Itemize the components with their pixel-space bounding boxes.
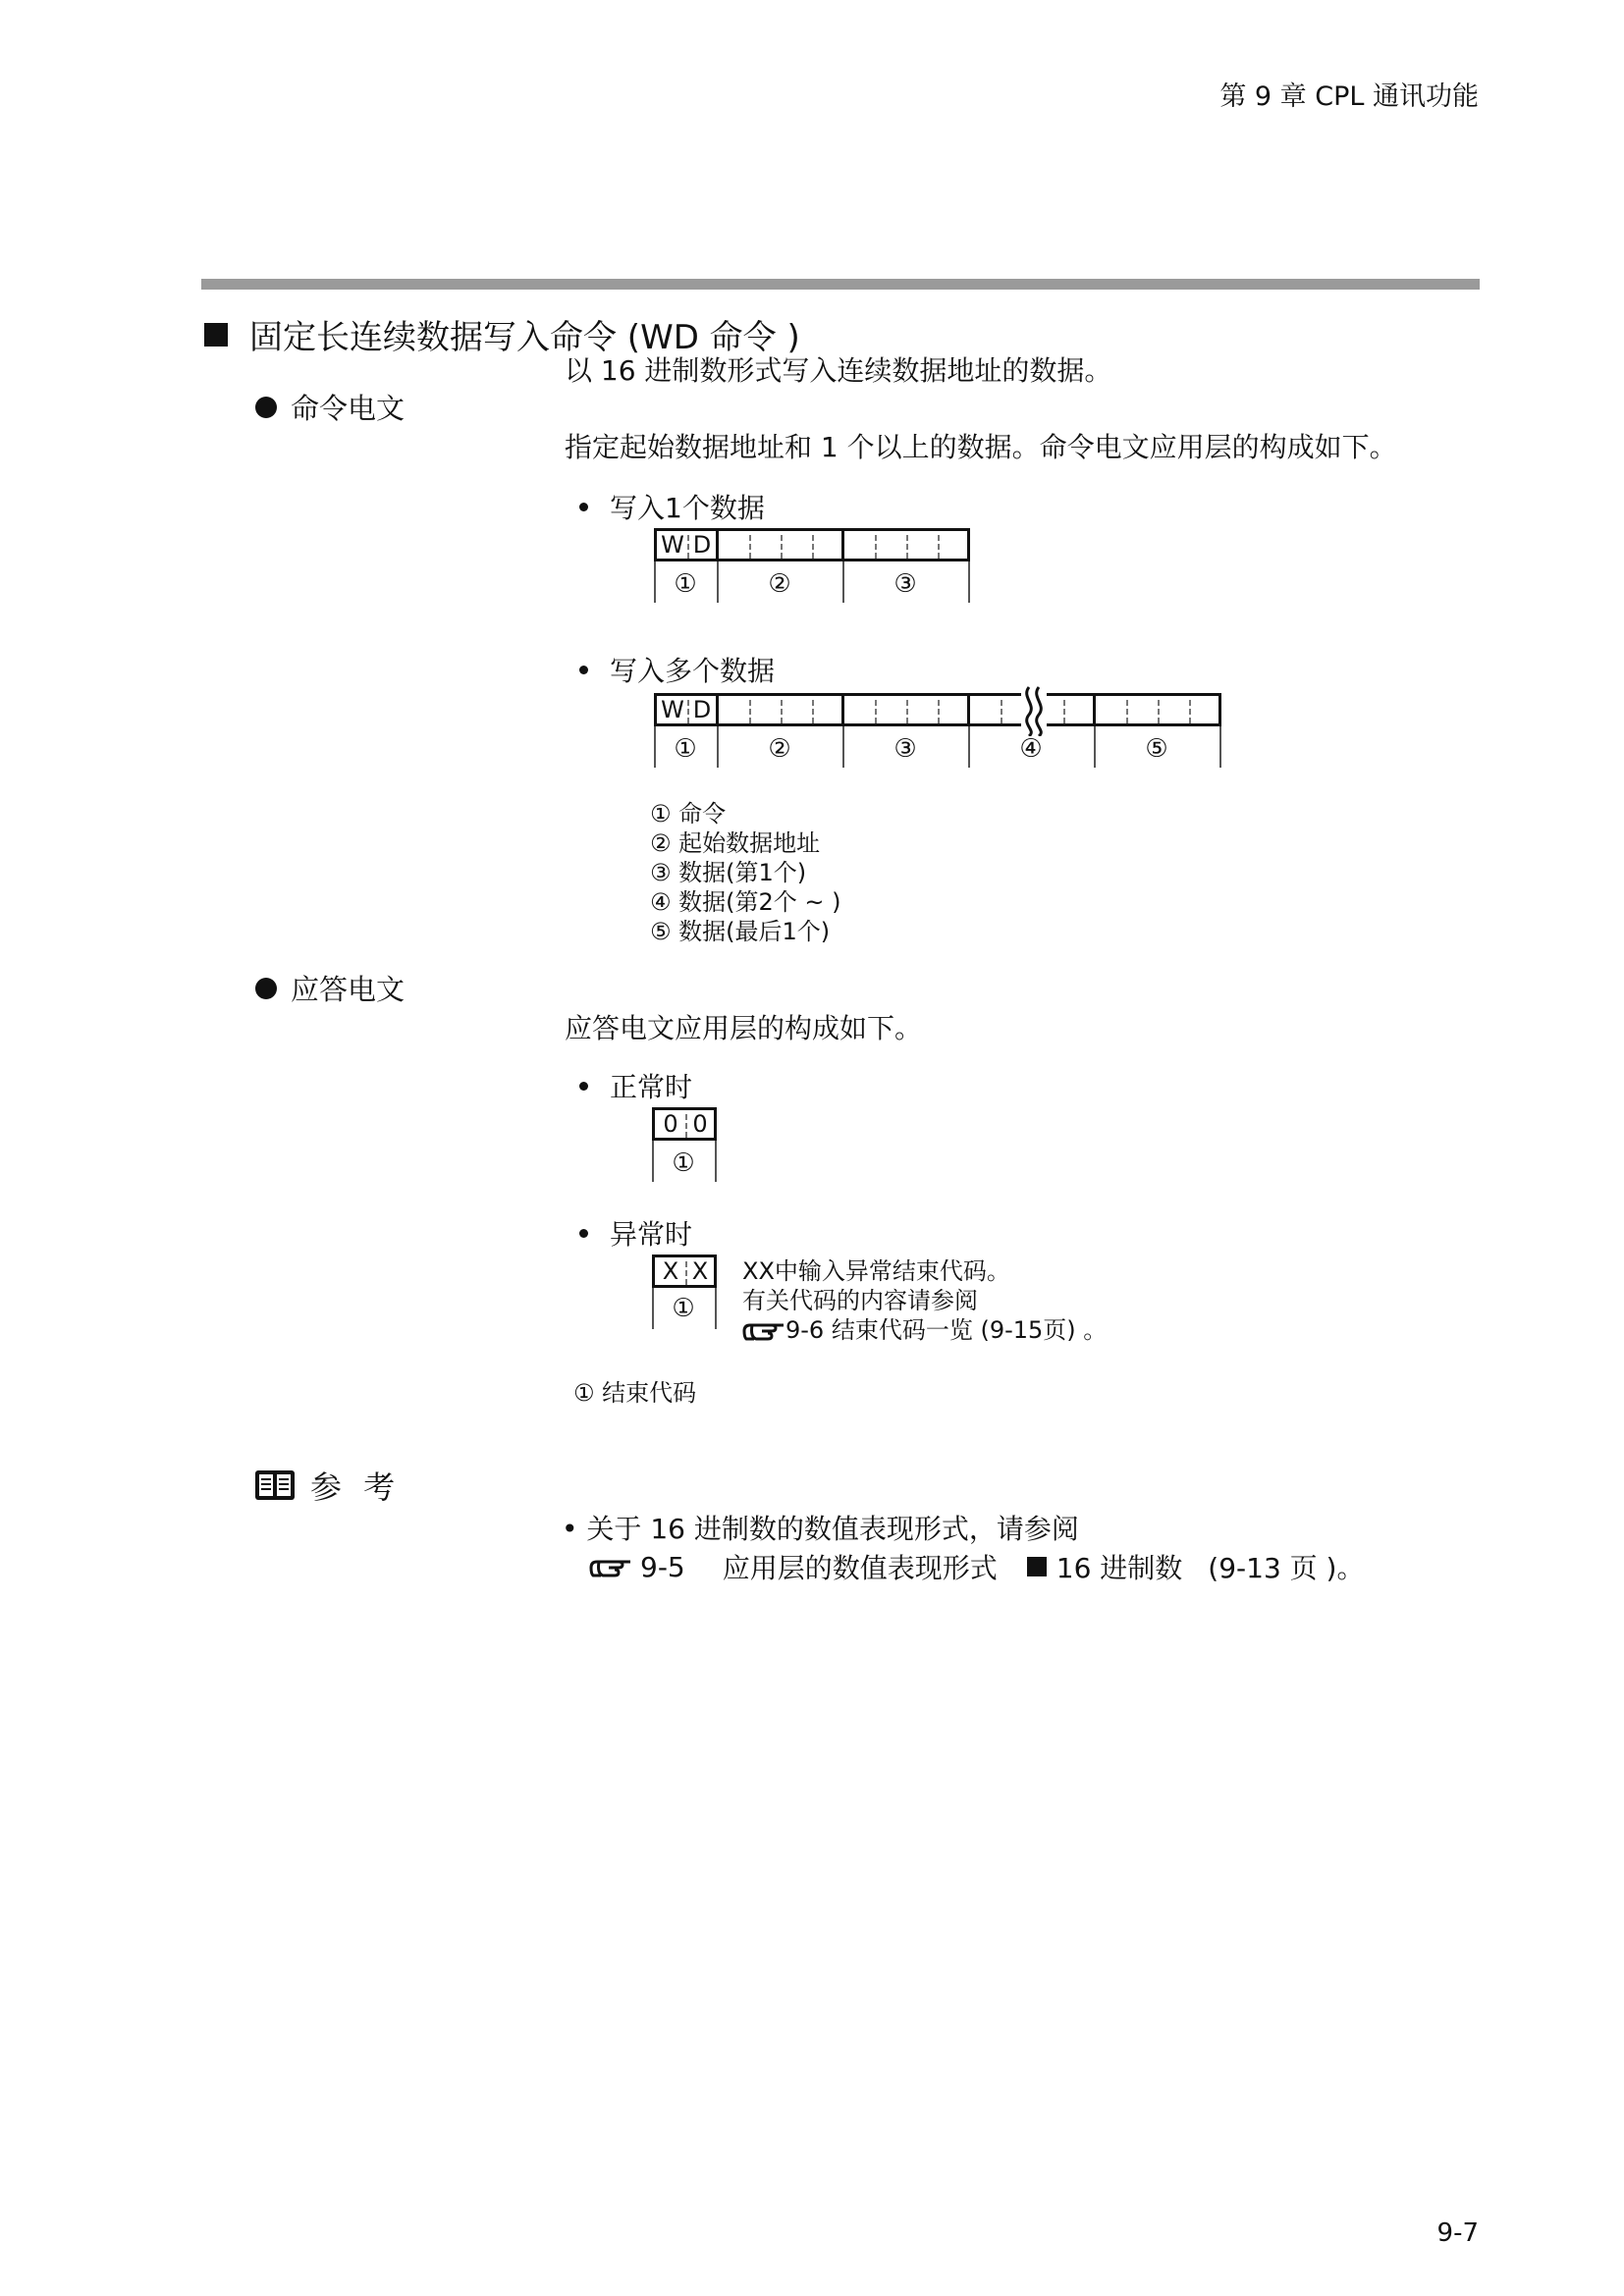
dot-bullet-icon (579, 1082, 588, 1091)
reference-heading (253, 1463, 401, 1508)
single-data-label-text: 写入1个数据 (610, 492, 765, 524)
marker-2: ② (768, 569, 791, 599)
marker-1: ① (674, 734, 697, 764)
data-box-last (1093, 693, 1221, 726)
single-data-label (579, 487, 765, 526)
reference-link-text: 应用层的数值表现形式 (722, 1552, 998, 1584)
break-mark-icon (1017, 685, 1051, 736)
reference-heading-text: 参 考 (310, 1468, 402, 1506)
reference-text: • 关于 16 进制数的数值表现形式，请参阅 (562, 1513, 1079, 1545)
legend-item: ③ 数据(第1个) (650, 859, 807, 886)
normal-label-text: 正常时 (610, 1071, 693, 1103)
cmd-char: W (661, 531, 684, 559)
abnormal-char: X (691, 1257, 709, 1285)
marker-1: ① (672, 1148, 695, 1178)
data-box (841, 528, 970, 561)
section-intro: 以 16 进制数形式写入连续数据地址的数据。 (565, 354, 1112, 387)
normal-char: 0 (663, 1110, 678, 1138)
reference-link (589, 1547, 1364, 1586)
abnormal-note-ref-text: 9-6 结束代码一览 (9-15页) 。 (785, 1316, 1108, 1344)
abnormal-box (652, 1255, 717, 1288)
abnormal-label-text: 异常时 (610, 1218, 693, 1251)
reference-link-num: 9-5 (640, 1550, 685, 1583)
legend-item: ① 命令 (650, 800, 727, 828)
page-number: 9-7 (1436, 2218, 1479, 2248)
address-box (716, 693, 844, 726)
multi-data-label-text: 写入多个数据 (610, 655, 776, 687)
command-heading-text: 命令电文 (291, 392, 406, 425)
cmd-box (654, 693, 719, 726)
circle-bullet-icon (255, 397, 277, 418)
response-desc: 应答电文应用层的构成如下。 (565, 1012, 923, 1044)
pointing-hand-icon (589, 1554, 632, 1579)
response-legend: ① 结束代码 (573, 1379, 697, 1407)
circle-bullet-icon (255, 978, 277, 999)
normal-label (579, 1066, 692, 1105)
marker-3: ③ (893, 734, 917, 764)
chapter-header: 第 9 章 CPL 通讯功能 (1219, 81, 1479, 112)
square-bullet-icon (204, 323, 228, 347)
dot-bullet-icon (579, 1229, 588, 1238)
reference-link-sub: 16 进制数 (1056, 1552, 1183, 1584)
normal-box (652, 1107, 717, 1141)
abnormal-char: X (662, 1257, 679, 1285)
dot-bullet-icon (579, 666, 588, 674)
pointing-hand-icon (742, 1317, 785, 1343)
abnormal-note (742, 1256, 1107, 1345)
cmd-char: D (692, 531, 712, 559)
data-box-first (841, 693, 970, 726)
response-heading (255, 968, 405, 1008)
cmd-char: D (692, 696, 712, 723)
cmd-char: W (661, 696, 684, 723)
section-title-text: 固定长连续数据写入命令 (WD 命令 ) (249, 318, 800, 357)
marker-1: ① (674, 569, 697, 599)
command-legend (650, 799, 841, 946)
section-rule (201, 279, 1480, 290)
reference-link-page: (9-13 页 )。 (1208, 1552, 1365, 1584)
legend-item: ⑤ 数据(最后1个) (650, 918, 831, 945)
book-icon (253, 1467, 297, 1504)
abnormal-note-ref (742, 1315, 1107, 1345)
marker-4: ④ (1019, 734, 1043, 764)
legend-item: ④ 数据(第2个 ~ ) (650, 888, 841, 916)
marker-5: ⑤ (1145, 734, 1168, 764)
response-heading-text: 应答电文 (291, 973, 406, 1006)
dot-bullet-icon (579, 503, 588, 511)
abnormal-note-line: XX中输入异常结束代码。 (742, 1257, 1010, 1285)
marker-2: ② (768, 734, 791, 764)
cmd-box (654, 528, 719, 561)
marker-3: ③ (893, 569, 917, 599)
multi-data-label (579, 650, 775, 689)
marker-1: ① (672, 1294, 695, 1323)
legend-item: ② 起始数据地址 (650, 829, 821, 857)
address-box (716, 528, 844, 561)
abnormal-label (579, 1213, 692, 1253)
command-desc: 指定起始数据地址和 1 个以上的数据。命令电文应用层的构成如下。 (565, 431, 1397, 463)
command-heading (255, 387, 405, 427)
square-bullet-icon (1027, 1557, 1047, 1576)
normal-char: 0 (692, 1110, 708, 1138)
abnormal-note-line: 有关代码的内容请参阅 (742, 1287, 978, 1314)
